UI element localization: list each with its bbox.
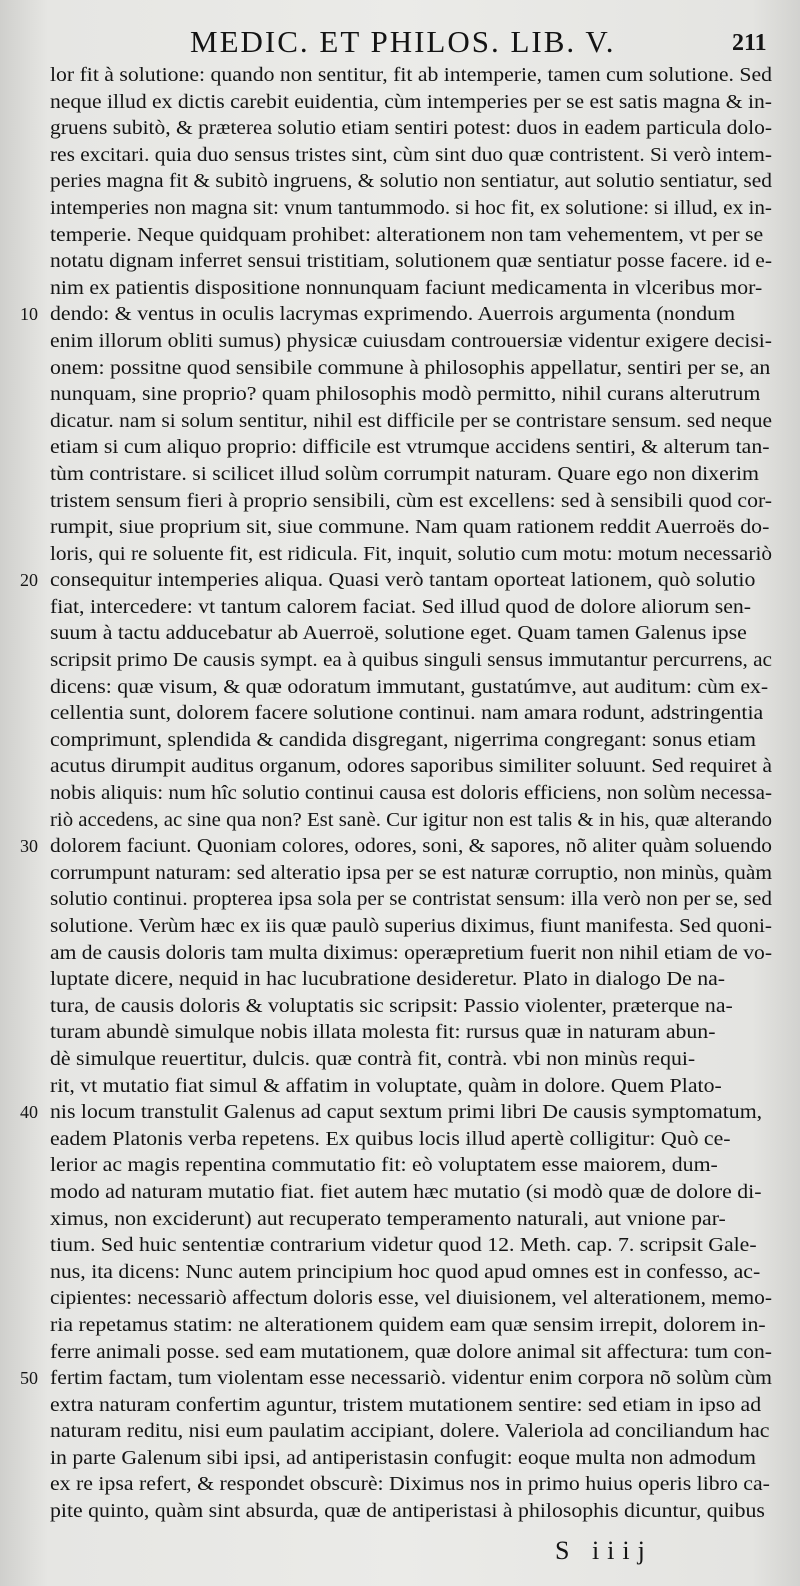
line-number-margin: 10 [20,304,38,325]
text-line [50,328,772,355]
line-text: neque illud ex dictis carebit euidentia, cùm intemperies per se est satis magna & in- [50,90,772,113]
text-line [50,1126,772,1153]
line-text: rumpit, siue proprium sit, siue commune. Nam quam rationem reddit Auerroës do- [50,516,770,539]
text-line [50,541,772,568]
text-line [20,567,772,594]
text-line [50,780,772,807]
line-text: tura, de causis doloris & voluptatis sic scripsit: Passio violenter, præterque na- [50,994,733,1017]
text-line [50,700,772,727]
text-line [50,1418,772,1445]
text-line [50,381,772,408]
line-text: ria repetamus statim: ne alterationem quidem eam quæ sensim irrepit, dolorem in- [50,1313,766,1336]
text-line [50,886,772,913]
line-text: etiam si cum aliquo proprio: difficile est vtrumque accidens sentiri, & alterum tan- [50,436,770,459]
line-text: fiat, intercedere: vt tantum calorem faciat. Sed illud quod de dolore aliorum sen- [50,595,752,618]
line-text: corrumpunt naturam: sed alteratio ipsa per se est naturæ corruptio, non minùs, quàm [50,861,772,884]
line-text: riò accedens, ac sine qua non? Est sanè. Cur igitur non est talis & in his, quæ alterando [50,808,773,831]
text-line [50,1046,772,1073]
text-line [50,1498,772,1525]
text-line [50,408,772,435]
text-line [50,913,772,940]
line-text: ex re ipsa refert, & respondet obscurè: Diximus nos in primo huius operis libro ca- [50,1473,770,1496]
text-line [50,195,772,222]
line-text: acutus dirumpit auditus organum, odores saporibus similiter soluunt. Sed requiret à [50,755,772,778]
line-text: consequitur intemperies aliqua. Quasi verò tantam oporteat lationem, quò solutio [50,569,756,592]
line-text: enim illorum obliti sumus) physicæ cuiusdam controuersiæ videntur exigere decisi- [50,329,772,352]
text-line [50,1312,772,1339]
line-text: peries magna fit & subitò ingruens, & solutio non sentiatur, aut solutio sentiatur, sed [50,170,772,193]
line-number-margin: 40 [20,1102,38,1123]
line-text: dolorem faciunt. Quoniam colores, odores, soni, & sapores, nõ aliter quàm soluendo [50,835,772,858]
line-text: suum à tactu adducebatur ab Auerroë, solutione eget. Quam tamen Galenus ipse [50,622,747,645]
text-line [50,647,772,674]
line-text: onem: possitne quod sensibile commune à philosophis appellatur, sentiri per se, an [50,356,771,379]
text-line [50,168,772,195]
line-text: lerior ac magis repentina commutatio fit: eò voluptatem esse maiorem, dum- [50,1154,718,1177]
text-line [50,1073,772,1100]
line-text: am de causis doloris tam multa diximus: operæpretium fuerit non nihil etiam de vo- [50,941,772,964]
line-text: dicatur. nam si solum sentitur, nihil est difficile per se contristare sensum. sed neque [50,409,772,432]
text-line [50,727,772,754]
text-line [50,275,772,302]
body-text [20,62,773,1525]
line-text: naturam reditu, nisi eum paulatim accipiant, dolere. Valeriola ad conciliandum hac [50,1420,770,1443]
text-line [50,993,772,1020]
text-line [20,301,772,328]
text-line [50,860,772,887]
text-line [50,620,772,647]
line-text: cellentia sunt, dolorem facere solutione continui. nam amara rodunt, adstringentia [50,702,764,725]
text-line [50,1392,772,1419]
line-text: cipientes: necessariò affectum doloris esse, vel diuisionem, vel alterationem, memo- [50,1287,772,1310]
text-line [50,62,772,89]
signature-mark: S iiij [555,1536,653,1565]
line-text: dicens: quæ visum, & quæ odoratum immutant, gustatúmve, aut auditum: cùm ex- [50,675,769,698]
text-line [50,514,772,541]
text-line [50,940,772,967]
line-text: luptate dicere, nequid in hac lucubratione desideretur. Plato in dialogo De na- [50,968,726,991]
line-text: turam abundè simulque nobis illata molesta fit: rursus quæ in naturam abun- [50,1021,716,1044]
line-text: tium. Sed huic sententiæ contrarium videtur quod 12. Meth. cap. 7. scripsit Gale- [50,1234,757,1257]
page-number: 211 [732,30,767,56]
text-line [50,115,772,142]
line-text: fertim factam, tum violentam esse necessariò. videntur enim corpora nõ solùm cùm [50,1367,772,1390]
line-text: extra naturam confertim aguntur, tristem mutationem sentire: sed etiam in ipso ad [50,1393,762,1416]
text-line [20,833,772,860]
line-text: dendo: & ventus in oculis lacrymas exprimendo. Auerrois argumenta (nondum [50,303,736,326]
line-text: tùm contristare. si scilicet illud solùm corrumpit naturam. Quare ego non dixerim [50,462,760,485]
line-text: ximus, non exciderunt) aut recuperato temperamento naturali, aut vnione par- [50,1207,726,1230]
line-text: notatu dignam inferret sensui tristitiam, solutionem quæ sentiatur posse facere. id e- [50,250,773,273]
text-line [50,1152,772,1179]
line-text: solutione. Verùm hæc ex iis quæ paulò superius diximus, fiunt manifesta. Sed quoni- [50,915,772,937]
text-line [20,1365,772,1392]
text-line [50,966,772,993]
text-line [50,807,772,834]
text-line [50,1179,772,1206]
line-text: ferre animali posse. sed eam mutationem, quæ dolore animal sit affectura: tum con- [50,1340,772,1363]
page-footer [0,1536,800,1576]
line-number-margin: 50 [20,1368,38,1389]
text-line [50,1285,772,1312]
line-text: dè simulque reuertitur, dulcis. quæ contrà fit, contrà. vbi non minùs requi- [50,1047,696,1070]
line-text: solutio continui. propterea ipsa sola per se contristat sensum: illa verò non per se, sed [50,888,773,911]
text-line [50,89,772,116]
line-text: intemperies non magna sit: vnum tantummodo. si hoc fit, ex solutione: si illud, ex in- [50,196,772,219]
text-line [50,1259,772,1286]
text-line [50,248,772,275]
line-number-margin: 20 [20,570,38,591]
line-text: res excitari. quia duo sensus tristes sint, cùm sint duo quæ contristent. Si verò intem- [50,143,772,166]
line-text: comprimunt, splendida & candida disgregant, nigerrima congregant: sonus etiam [50,728,756,751]
line-text: temperie. Neque quidquam prohibet: alterationem non tam vehementem, vt per se [50,223,764,246]
line-text: nim ex patientis dispositione nonnunquam faciunt medicamenta in vlceribus mor- [50,276,763,299]
line-number-margin: 30 [20,836,38,857]
text-line [50,1339,772,1366]
line-text: lor fit à solutione: quando non sentitur, fit ab intemperie, tamen cum solutione. Sed [50,64,772,86]
text-line [50,1471,772,1498]
running-head [0,20,800,60]
text-line [50,222,772,249]
line-text: nobis aliquis: num hîc solutio continui causa est doloris efficiens, non solùm necessa- [50,782,772,805]
text-line [50,1206,772,1233]
line-text: rit, vt mutatio fiat simul & affatim in voluptate, quàm in dolore. Quem Plato- [50,1074,722,1097]
line-text: pite quinto, quàm sint absurda, quæ de antiperistasi à philosophis dicuntur, quibus [50,1500,765,1523]
line-text: loris, qui re soluente fit, est ridicula. Fit, inquit, solutio cum motu: motum necessariò [50,542,772,565]
text-line [50,674,772,701]
line-text: eadem Platonis verba repetens. Ex quibus locis illud apertè colligitur: Quò ce- [50,1127,731,1150]
text-line [50,434,772,461]
line-text: in parte Galenum sibi ipsi, ad antiperistasin confugit: eoque multa non admodum [50,1446,757,1469]
text-line [50,594,772,621]
text-line [50,142,772,169]
line-text: scripsit primo De causis sympt. ea à quibus singuli sensus immutantur percurrens, ac [50,649,772,672]
text-line [50,488,772,515]
line-text: modo ad naturam mutatio fiat. fiet autem hæc mutatio (si modò quæ de dolore di- [50,1180,762,1203]
running-title: MEDIC. ET PHILOS. LIB. V. [190,24,616,59]
text-line [50,753,772,780]
line-text: tristem sensum fieri à proprio sensibili, cùm est excellens: sed à sensibili quod cor- [50,489,772,512]
text-line [50,461,772,488]
text-line [20,1099,772,1126]
line-text: nunquam, sine proprio? quam philosophis modò permitto, nihil curans alterutrum [50,383,761,406]
line-text: nis locum transtulit Galenus ad caput sextum primi libri De causis symptomatum, [50,1101,763,1124]
text-line [50,1232,772,1259]
text-line [50,355,772,382]
line-text: gruens subitò, & præterea solutio etiam sentiri potest: duos in eadem particula dolo- [50,117,773,140]
text-line [50,1445,772,1472]
text-line [50,1019,772,1046]
line-text: nus, ita dicens: Nunc autem principium hoc quod apud omnes est in confesso, ac- [50,1260,761,1283]
